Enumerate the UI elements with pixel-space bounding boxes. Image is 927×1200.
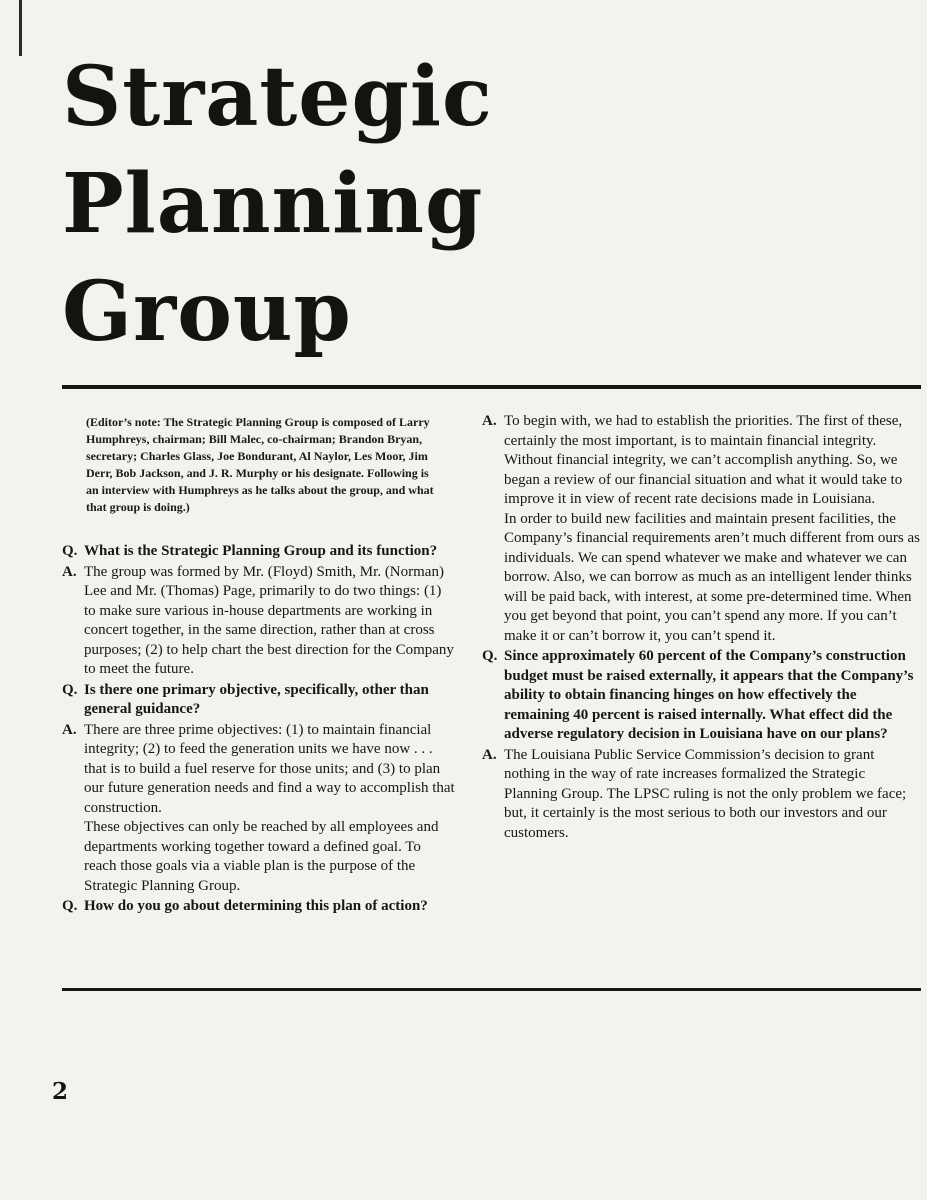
article-body bbox=[62, 412, 921, 918]
editor-note: (Editor’s note: The Strategic Planning Group is composed of Larry Humphreys, chairman; Bill Malec, co-chairman; Brandon Bryan, secretary; Charles Glass, Joe Bondurant, Al Naylor, Les Moor, Jim Derr, Bob Jackson, and J. R. Murphy or his designate. Following is an interview with Humphreys as he talks about the group, and what that group is doing.) bbox=[86, 415, 434, 515]
answer-item bbox=[482, 412, 921, 646]
question-label: Q. bbox=[482, 648, 498, 664]
question-item bbox=[482, 647, 921, 745]
answer-item bbox=[62, 721, 456, 897]
paragraph: In order to build new facilities and maintain present facilities, the Company’s financial requirements aren’t much different from ours as individuals. We can spend whatever we make and whatever we can borrow. Also, we can borrow as much as an intelligent lender thinks will be paid back, with interest, at some pre-determined time. When you get beyond that point, you can’t spend any more. If you can’t make it or can’t borrow it, you can’t spend it. bbox=[504, 510, 920, 644]
paragraph: Is there one primary objective, specifically, other than general guidance? bbox=[84, 681, 429, 718]
paragraph: What is the Strategic Planning Group and its function? bbox=[84, 543, 438, 560]
title-line-1: Strategic bbox=[62, 49, 493, 145]
title-line-2: Planning bbox=[62, 156, 484, 253]
answer-text bbox=[504, 746, 921, 844]
answer-label: A. bbox=[62, 563, 77, 580]
answer-text bbox=[84, 721, 456, 897]
question-label: Q. bbox=[62, 898, 78, 915]
bottom-divider-rule bbox=[62, 988, 921, 991]
question-label: Q. bbox=[62, 543, 78, 560]
question-text bbox=[84, 542, 456, 562]
answer-label: A. bbox=[62, 721, 77, 738]
paragraph: Since approximately 60 percent of the Company’s construction budget must be raised externally, it appears that the Company’s ability to obtain financing hinges on how effectively the remaining 40 percent is raised internally. What effect did the adverse regulatory decision in Louisiana have on our plans? bbox=[504, 648, 914, 742]
scan-edge-artifact bbox=[19, 0, 22, 56]
question-item bbox=[62, 897, 456, 917]
question-text bbox=[504, 647, 921, 745]
paragraph: How do you go about determining this plan of action? bbox=[84, 898, 428, 915]
paragraph: To begin with, we had to establish the priorities. The first of these, certainly the most important, is to maintain financial integrity. Without financial integrity, we can’t accomplish anything. So, we began a review of our financial situation and what it would take to improve it in view of recent rate decisions made in Louisiana. bbox=[504, 413, 903, 507]
answer-text bbox=[84, 563, 456, 680]
question-item bbox=[62, 542, 456, 562]
answer-item bbox=[482, 746, 921, 844]
answer-label: A. bbox=[482, 746, 497, 763]
title-line-3: Group bbox=[62, 263, 352, 360]
paragraph: The Louisiana Public Service Commission’s decision to grant nothing in the way of rate increases formalized the Strategic Planning Group. The LPSC ruling is not the only problem we face; but, it certainly is the most serious to both our investors and our customers. bbox=[504, 746, 907, 841]
paragraph: The group was formed by Mr. (Floyd) Smith, Mr. (Norman) Lee and Mr. (Thomas) Page, primarily to do two things: (1) to make sure various in-house departments are working in concert together, in the same direction, rather than at cross purposes; (2) to help chart the best direction for the Company to meet the future. bbox=[84, 563, 454, 678]
article-title bbox=[62, 44, 493, 366]
paragraph: These objectives can only be reached by all employees and departments working together toward a defined goal. To reach those goals via a viable plan is the purpose of the Strategic Planning Group. bbox=[84, 819, 439, 894]
question-item bbox=[62, 681, 456, 720]
question-label: Q. bbox=[62, 681, 78, 698]
top-divider-rule bbox=[62, 385, 921, 389]
question-text bbox=[84, 897, 456, 917]
question-text bbox=[84, 681, 456, 720]
answer-item bbox=[62, 563, 456, 680]
answer-label: A. bbox=[482, 413, 497, 429]
paragraph: There are three prime objectives: (1) to maintain financial integrity; (2) to feed the generation units we have now . . . that is to build a fuel reserve for those units; and (3) to plan our future generation needs and find a way to accomplish that construction. bbox=[84, 721, 455, 816]
left-column bbox=[62, 412, 456, 918]
right-column bbox=[482, 412, 921, 918]
answer-text bbox=[504, 412, 921, 646]
page-number: 2 bbox=[52, 1078, 69, 1105]
